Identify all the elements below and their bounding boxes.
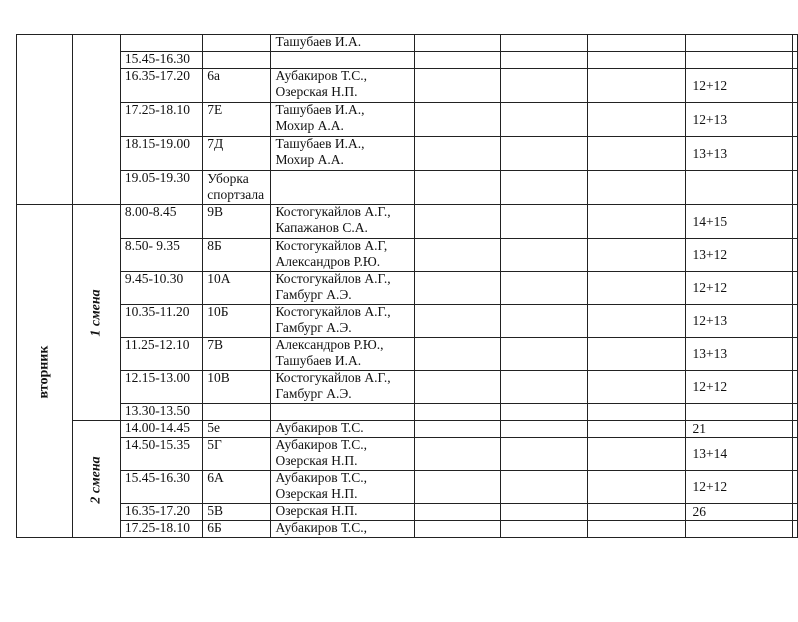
teacher-cell [271, 504, 414, 521]
teacher-cell [271, 171, 414, 205]
time-cell: 17.25-18.10 [120, 103, 202, 137]
hours-cell [686, 52, 793, 69]
empty-cell [588, 338, 686, 371]
teacher-cell [271, 69, 414, 103]
empty-cell [501, 438, 588, 471]
hours-cell: 13+13 [686, 137, 793, 171]
hours-cell: 12+13 [686, 103, 793, 137]
teacher-cell [271, 272, 414, 305]
empty-cell [793, 205, 798, 239]
teacher-name: Александров Р.Ю. [275, 254, 381, 269]
teacher-name: Ташубаев И.А., [275, 102, 365, 117]
teacher-cell [271, 239, 414, 272]
class-cell: 6А [203, 471, 271, 504]
class-cell: 7Д [203, 137, 271, 171]
empty-cell [588, 421, 686, 438]
empty-cell [501, 421, 588, 438]
schedule-row [17, 137, 798, 171]
empty-cell [414, 305, 501, 338]
teacher-name: Аубакиров Т.С., [275, 470, 368, 485]
hours-cell: 12+12 [686, 371, 793, 404]
empty-cell [793, 371, 798, 404]
schedule-sheet [16, 34, 798, 538]
empty-cell [414, 205, 501, 239]
time-cell: 9.45-10.30 [120, 272, 202, 305]
hours-cell: 12+12 [686, 272, 793, 305]
class-cell: 8Б [203, 239, 271, 272]
hours-cell [686, 404, 793, 421]
schedule-row [17, 205, 798, 239]
class-cell [203, 404, 271, 421]
empty-cell [414, 371, 501, 404]
empty-cell [414, 338, 501, 371]
empty-cell [501, 272, 588, 305]
teacher-name: Александров Р.Ю., [275, 337, 384, 352]
teacher-name: Озерская Н.П. [275, 503, 358, 518]
empty-cell [793, 504, 798, 521]
empty-cell [588, 239, 686, 272]
class-cell: 6Б [203, 521, 271, 538]
hours-cell [686, 35, 793, 52]
teacher-cell [271, 421, 414, 438]
empty-cell [793, 35, 798, 52]
empty-cell [501, 35, 588, 52]
shift1-label: 1 смена [88, 289, 104, 337]
teacher-name: Аубакиров Т.С., [275, 520, 368, 535]
teacher-name: Костогукайлов А.Г, [275, 238, 388, 253]
time-cell: 19.05-19.30 [120, 171, 202, 205]
empty-cell [588, 205, 686, 239]
time-cell: 16.35-17.20 [120, 504, 202, 521]
empty-cell [414, 35, 501, 52]
empty-cell [588, 103, 686, 137]
empty-cell [793, 421, 798, 438]
teacher-cell [271, 438, 414, 471]
time-cell: 18.15-19.00 [120, 137, 202, 171]
teacher-name [275, 52, 413, 68]
time-cell: 16.35-17.20 [120, 69, 202, 103]
empty-cell [414, 52, 501, 69]
time-cell: 8.00-8.45 [120, 205, 202, 239]
time-cell: 12.15-13.00 [120, 371, 202, 404]
teacher-name: Ташубаев И.А. [275, 353, 362, 368]
schedule-row [17, 35, 798, 52]
class-cell: 9В [203, 205, 271, 239]
schedule-row [17, 52, 798, 69]
empty-cell [501, 521, 588, 538]
empty-cell [414, 171, 501, 205]
empty-cell [501, 171, 588, 205]
teacher-name: Гамбург А.Э. [275, 287, 352, 302]
empty-cell [501, 371, 588, 404]
schedule-row [17, 272, 798, 305]
empty-cell [793, 52, 798, 69]
schedule-row [17, 239, 798, 272]
time-cell: 14.50-15.35 [120, 438, 202, 471]
class-cell: 7Е [203, 103, 271, 137]
prev-day-cell [17, 35, 73, 205]
teacher-cell [271, 35, 414, 52]
schedule-row [17, 421, 798, 438]
empty-cell [501, 137, 588, 171]
class-cell: Уборка спортзала [203, 171, 271, 205]
time-cell: 15.45-16.30 [120, 52, 202, 69]
teacher-name: Капажанов С.А. [275, 220, 368, 235]
class-cell: 5Г [203, 438, 271, 471]
schedule-row [17, 404, 798, 421]
schedule-row [17, 171, 798, 205]
empty-cell [414, 521, 501, 538]
teacher-name: Костогукайлов А.Г., [275, 271, 391, 286]
empty-cell [414, 438, 501, 471]
teacher-cell [271, 103, 414, 137]
teacher-name: Озерская Н.П. [275, 84, 358, 99]
empty-cell [501, 239, 588, 272]
class-cell: 10А [203, 272, 271, 305]
empty-cell [501, 404, 588, 421]
teacher-cell [271, 205, 414, 239]
empty-cell [793, 305, 798, 338]
hours-cell [686, 171, 793, 205]
empty-cell [414, 103, 501, 137]
hours-cell: 26 [686, 504, 793, 521]
empty-cell [414, 421, 501, 438]
empty-cell [588, 371, 686, 404]
empty-cell [588, 404, 686, 421]
class-cell: 5В [203, 504, 271, 521]
empty-cell [793, 471, 798, 504]
empty-cell [414, 471, 501, 504]
class-cell: 10Б [203, 305, 271, 338]
empty-cell [588, 504, 686, 521]
empty-cell [793, 171, 798, 205]
teacher-name: Ташубаев И.А., [275, 136, 365, 151]
teacher-name [275, 404, 413, 420]
class-cell: 7В [203, 338, 271, 371]
empty-cell [793, 521, 798, 538]
class-cell: 10В [203, 371, 271, 404]
empty-cell [588, 438, 686, 471]
empty-cell [588, 521, 686, 538]
day-cell [17, 205, 73, 538]
empty-cell [588, 272, 686, 305]
time-cell: 8.50- 9.35 [120, 239, 202, 272]
empty-cell [588, 471, 686, 504]
empty-cell [414, 69, 501, 103]
class-cell [203, 52, 271, 69]
empty-cell [414, 137, 501, 171]
empty-cell [501, 504, 588, 521]
schedule-row [17, 69, 798, 103]
teacher-name: Ташубаев И.А. [275, 34, 362, 49]
empty-cell [588, 171, 686, 205]
hours-cell [686, 521, 793, 538]
hours-cell: 12+13 [686, 305, 793, 338]
teacher-name: Костогукайлов А.Г., [275, 304, 391, 319]
empty-cell [588, 35, 686, 52]
schedule-row [17, 438, 798, 471]
class-cell [203, 35, 271, 52]
teacher-name: Озерская Н.П. [275, 453, 358, 468]
teacher-cell [271, 371, 414, 404]
hours-cell: 13+12 [686, 239, 793, 272]
schedule-row [17, 338, 798, 371]
empty-cell [793, 272, 798, 305]
empty-cell [793, 404, 798, 421]
hours-cell: 13+13 [686, 338, 793, 371]
teacher-cell [271, 404, 414, 421]
class-cell: 6а [203, 69, 271, 103]
time-cell [120, 35, 202, 52]
teacher-name: Гамбург А.Э. [275, 320, 352, 335]
empty-cell [793, 239, 798, 272]
schedule-row [17, 521, 798, 538]
class-cell: 5е [203, 421, 271, 438]
teacher-cell [271, 137, 414, 171]
empty-cell [793, 137, 798, 171]
time-cell: 15.45-16.30 [120, 471, 202, 504]
teacher-cell [271, 471, 414, 504]
empty-cell [501, 52, 588, 69]
teacher-cell [271, 338, 414, 371]
day-label: вторник [36, 345, 52, 398]
empty-cell [501, 338, 588, 371]
teacher-name: Гамбург А.Э. [275, 386, 352, 401]
teacher-cell [271, 52, 414, 69]
empty-cell [793, 338, 798, 371]
teacher-name: Костогукайлов А.Г., [275, 370, 391, 385]
teacher-name: Аубакиров Т.С., [275, 68, 368, 83]
empty-cell [501, 471, 588, 504]
empty-cell [793, 103, 798, 137]
empty-cell [414, 239, 501, 272]
teacher-name [275, 171, 413, 187]
prev-shift-cell [72, 35, 120, 205]
teacher-cell [271, 305, 414, 338]
empty-cell [414, 504, 501, 521]
shift2-label: 2 смена [88, 455, 104, 504]
empty-cell [793, 69, 798, 103]
empty-cell [501, 69, 588, 103]
schedule-row [17, 371, 798, 404]
empty-cell [588, 69, 686, 103]
empty-cell [501, 103, 588, 137]
hours-cell: 13+14 [686, 438, 793, 471]
empty-cell [501, 305, 588, 338]
empty-cell [588, 305, 686, 338]
empty-cell [793, 438, 798, 471]
schedule-row [17, 103, 798, 137]
time-cell: 10.35-11.20 [120, 305, 202, 338]
time-cell: 13.30-13.50 [120, 404, 202, 421]
schedule-row [17, 305, 798, 338]
empty-cell [414, 404, 501, 421]
shift1-cell [72, 205, 120, 421]
teacher-name: Костогукайлов А.Г., [275, 204, 391, 219]
teacher-name: Аубакиров Т.С., [275, 437, 368, 452]
teacher-name: Мохир А.А. [275, 152, 344, 167]
time-cell: 17.25-18.10 [120, 521, 202, 538]
schedule-table [16, 34, 798, 538]
time-cell: 11.25-12.10 [120, 338, 202, 371]
hours-cell: 14+15 [686, 205, 793, 239]
teacher-name: Аубакиров Т.С. [275, 420, 364, 435]
hours-cell: 12+12 [686, 69, 793, 103]
empty-cell [588, 137, 686, 171]
time-cell: 14.00-14.45 [120, 421, 202, 438]
empty-cell [414, 272, 501, 305]
teacher-cell [271, 521, 414, 538]
schedule-row [17, 471, 798, 504]
schedule-row [17, 504, 798, 521]
hours-cell: 21 [686, 421, 793, 438]
teacher-name: Мохир А.А. [275, 118, 344, 133]
empty-cell [501, 205, 588, 239]
shift2-cell [72, 421, 120, 538]
hours-cell: 12+12 [686, 471, 793, 504]
empty-cell [588, 52, 686, 69]
teacher-name: Озерская Н.П. [275, 486, 358, 501]
